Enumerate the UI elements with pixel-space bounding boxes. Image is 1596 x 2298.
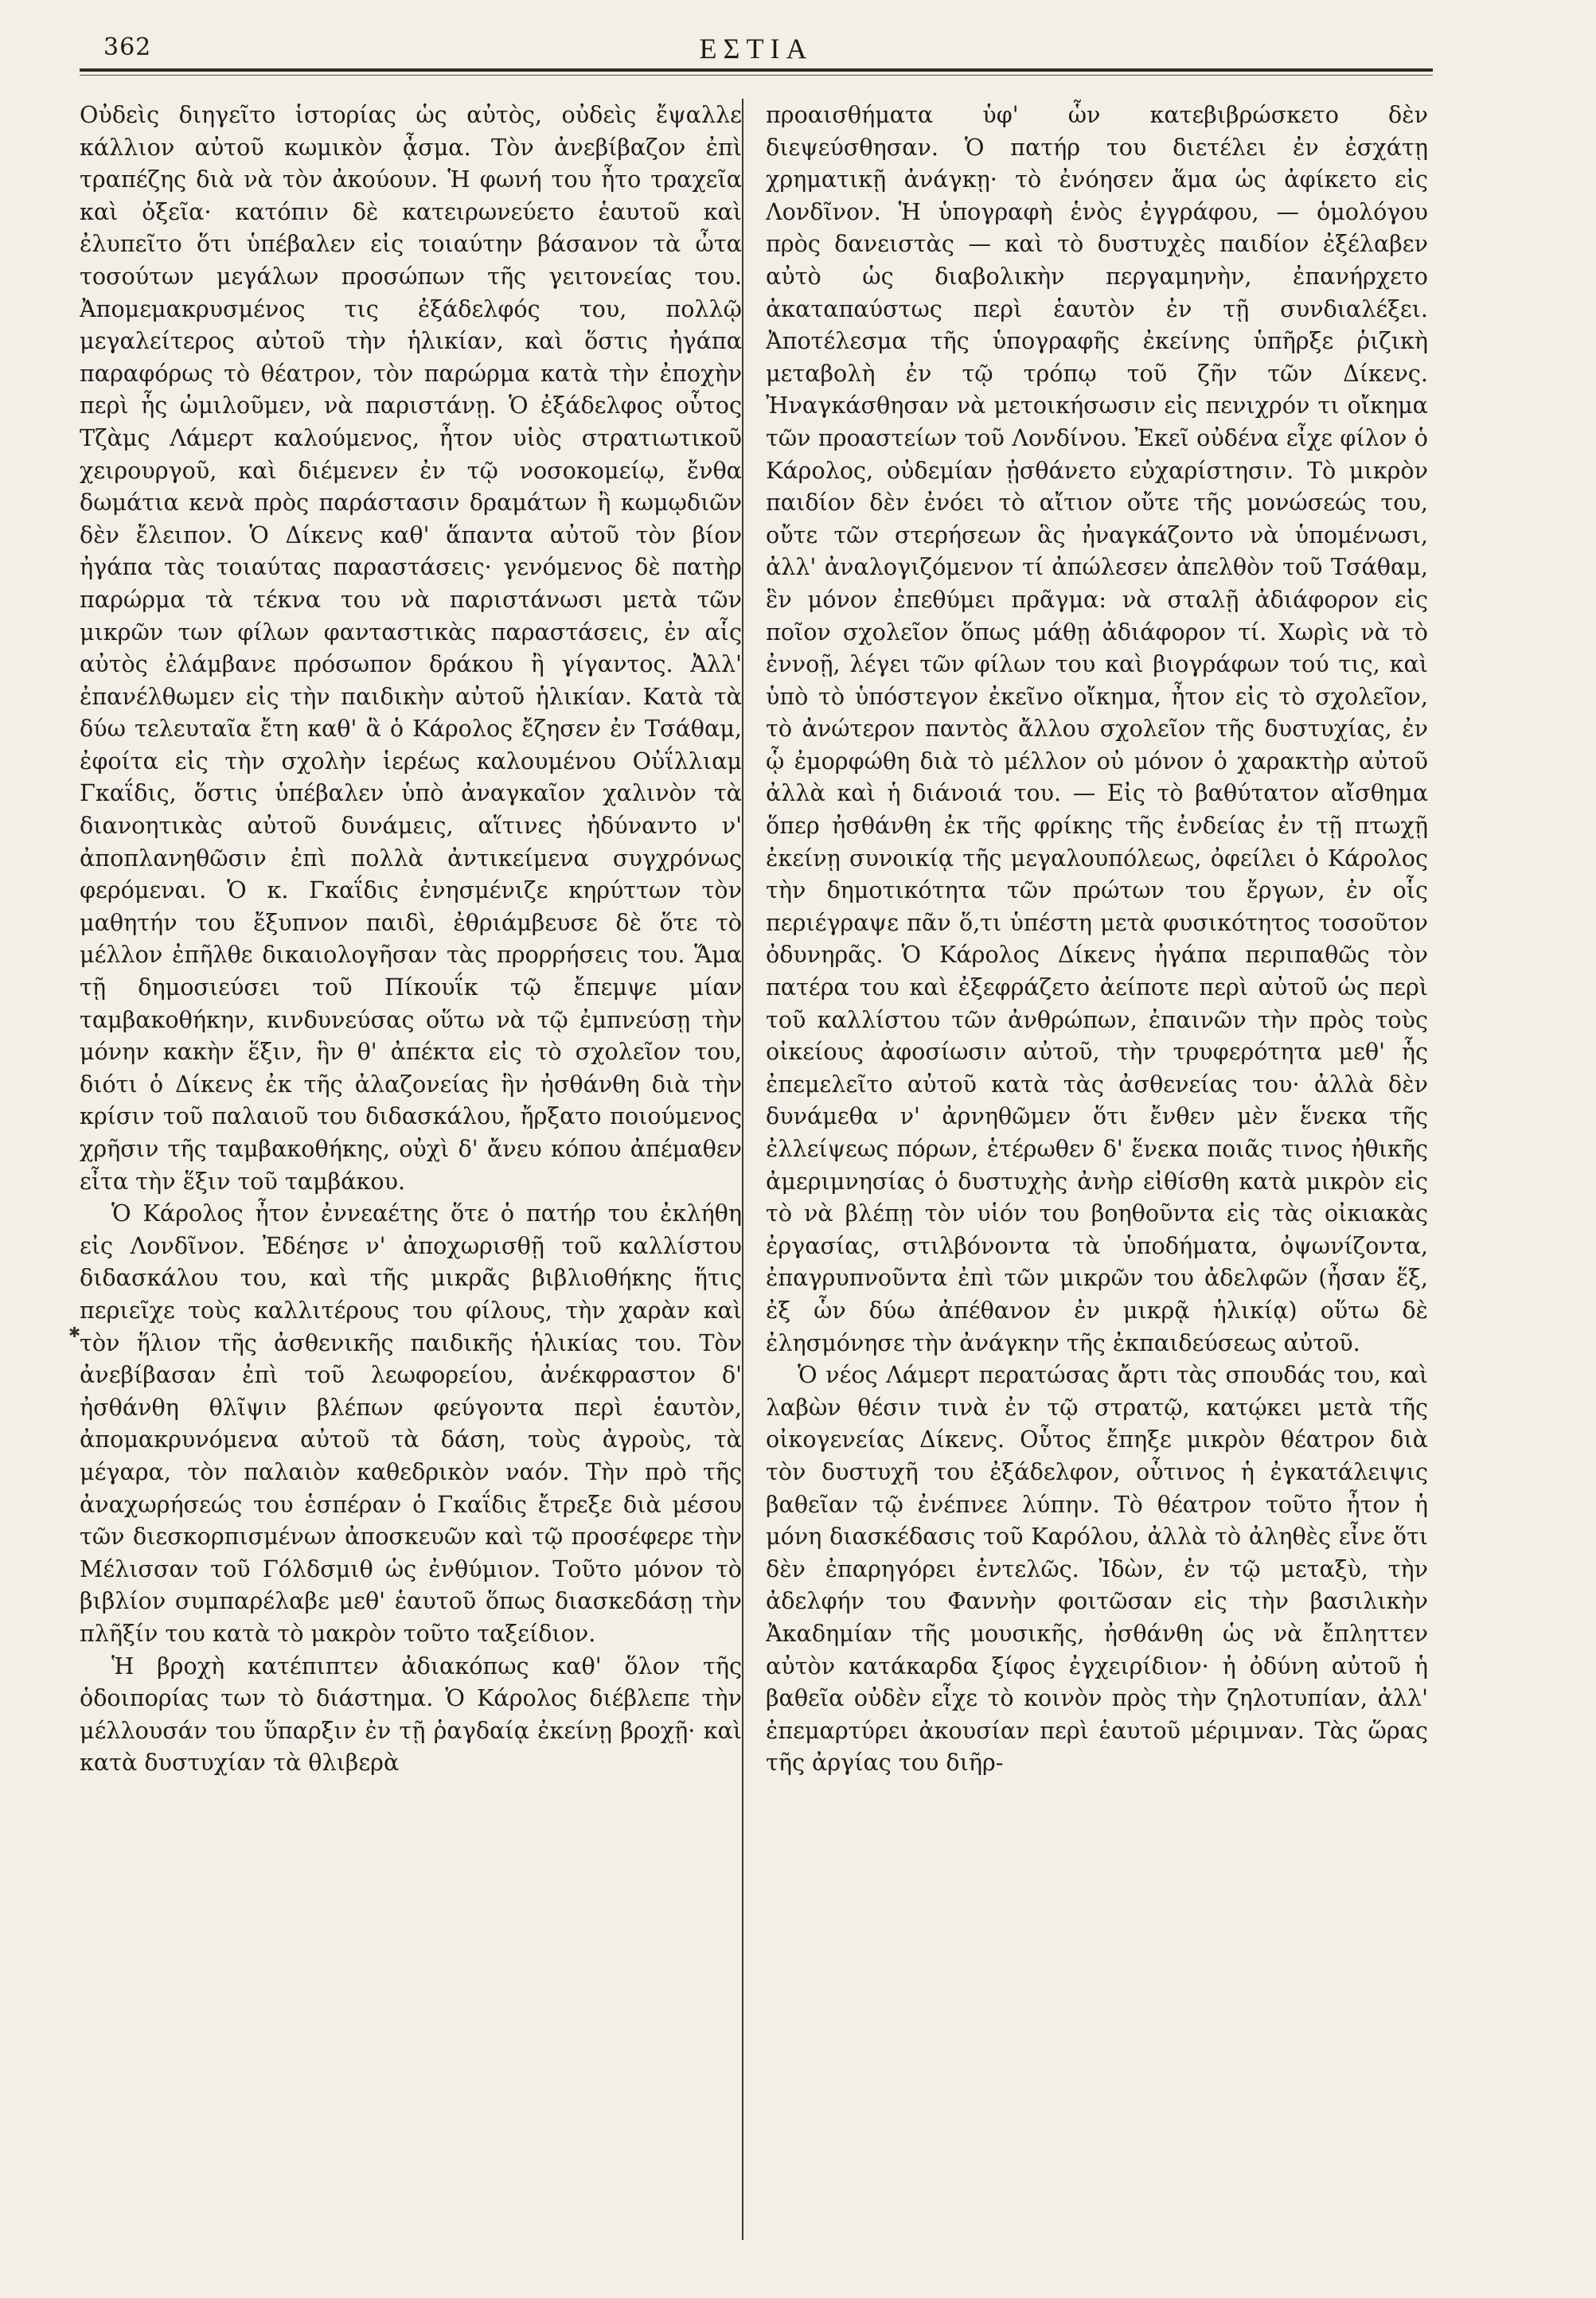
- page-number: 362: [103, 33, 152, 61]
- right-paragraph-2: Ὁ νέος Λάμερτ περατώσας ἄρτι τὰς σπουδάς του, καὶ λαβὼν θέσιν τινὰ ἐν τῷ στρατῷ, κατῴκει μετὰ τῆς οἰκογενείας Δίκενς. Οὗτος ἔπηξε μικρὸν θέατρον διὰ τὸν δυστυχῆ του ἐξάδελφον, οὗτινος ἡ ἐγκατάλειψις βαθεῖαν τῷ ἐνέπνεε λύπην. Τὸ θέατρον τοῦτο ἦτον ἡ μόνη διασκέδασις τοῦ Καρόλου, ἀλλὰ τὸ ἀληθὲς εἶνε ὅτι δὲν ἐπαρηγόρει ἐντελῶς. Ἰδὼν, ἐν τῷ μεταξὺ, τὴν ἀδελφήν του Φαννὴν φοιτῶσαν εἰς τὴν βασιλικὴν Ἀκαδημίαν τῆς μουσικῆς, ἠσθάνθη ὡς νὰ ἔπληττεν αὐτὸν κατάκαρδα ξίφος ἐγχειρίδιον· ἡ ὀδύνη αὐτοῦ ἡ βαθεῖα οὐδὲν εἶχε τὸ κοινὸν πρὸς τὴν ζηλοτυπίαν, ἀλλ' ἐπεμαρτύρει ἀκουσίαν περὶ ἑαυτοῦ μέριμναν. Τὰς ὥρας τῆς ἀργίας του διῆρ-: [766, 1361, 1428, 1777]
- running-title: ΕΣΤΙΑ: [699, 33, 814, 64]
- left-paragraph-3: Ἡ βροχὴ κατέπιπτεν ἀδιακόπως καθ' ὅλον τῆς ὁδοιπορίας των τὸ διάστημα. Ὁ Κάρολος διέβλεπε τὴν μέλλουσάν του ὕπαρξιν ἐν τῇ ῥαγδαίᾳ ἐκείνῃ βροχῇ· καὶ κατὰ δυστυχίαν τὰ θλιβερὰ: [80, 1652, 742, 1777]
- left-column: [80, 99, 742, 2264]
- left-paragraph-1: Οὐδεὶς διηγεῖτο ἱστορίας ὡς αὐτὸς, οὐδεὶς ἔψαλλε κάλλιον αὐτοῦ κωμικὸν ᾆσμα. Τὸν ἀνεβίβαζον ἐπὶ τραπέζης διὰ νὰ τὸν ἀκούουν. Ἡ φωνή του ἦτο τραχεῖα καὶ ὀξεῖα· κατόπιν δὲ κατειρωνεύετο ἑαυτοῦ καὶ ἐλυπεῖτο ὅτι ὑπέβαλεν εἰς τοιαύτην βάσανον τὰ ὦτα τοσούτων μεγάλων προσώπων τῆς γειτονείας του. Ἀπομεμακρυσμένος τις ἐξάδελφός του, πολλῷ μεγαλείτερος αὐτοῦ τὴν ἡλικίαν, καὶ ὅστις ἠγάπα παραφόρως τὸ θέατρον, τὸν παρώρμα κατὰ τὴν ἐποχὴν περὶ ἧς ὡμιλοῦμεν, νὰ παριστάνῃ. Ὁ ἐξάδελφος οὗτος Τζὰμς Λάμερτ καλούμενος, ἦτον υἱὸς στρατιωτικοῦ χειρουργοῦ, καὶ διέμενεν ἐν τῷ νοσοκομείῳ, ἔνθα δωμάτια κενὰ πρὸς παράστασιν δραμάτων ἢ κωμῳδιῶν δὲν ἔλειπον. Ὁ Δίκενς καθ' ἅπαντα αὐτοῦ τὸν βίον ἠγάπα τὰς τοιαύτας παραστάσεις· γενόμενος δὲ πατὴρ παρώρμα τὰ τέκνα του νὰ παριστάνωσι μετὰ τῶν μικρῶν των φίλων φανταστικὰς παραστάσεις, ἐν αἷς αὐτὸς ἐλάμβανε πρόσωπον δράκου ἢ γίγαντος. Ἀλλ' ἐπανέλθωμεν εἰς τὴν παιδικὴν αὐτοῦ ἡλικίαν. Κατὰ τὰ δύω τελευταῖα ἔτη καθ' ἃ ὁ Κάρολος ἔζησεν ἐν Τσάθαμ, ἐφοίτα εἰς τὴν σχολὴν ἱερέως καλουμένου Οὐΐλλιαμ Γκαΐδις, ὅστις ὑπέβαλεν ὑπὸ ἀναγκαῖον χαλινὸν τὰ διανοητικὰς αὐτοῦ δυνάμεις, αἵτινες ἠδύναντο ν' ἀποπλανηθῶσιν ἐπὶ πολλὰ ἀντικείμενα συγχρόνως φερόμεναι. Ὁ κ. Γκαΐδις ἐνησμένιζε κηρύττων τὸν μαθητήν του ἔξυπνον παιδὶ, ἐθριάμβευσε δὲ ὅτε τὸ μέλλον ἐπῆλθε δικαιολογῆσαν τὰς προρρήσεις του. Ἅμα τῇ δημοσιεύσει τοῦ Πίκουΐκ τῷ ἔπεμψε μίαν ταμβακοθήκην, κινδυνεύσας οὕτω νὰ τῷ ἐμπνεύσῃ τὴν μόνην κακὴν ἕξιν, ἣν θ' ἀπέκτα εἰς τὸ σχολεῖον του, διότι ὁ Δίκενς ἐκ τῆς ἀλαζονείας ἣν ἠσθάνθη διὰ τὴν κρίσιν τοῦ παλαιοῦ του διδασκάλου, ἤρξατο ποιούμενος χρῆσιν τῆς ταμβακοθήκης, οὐχὶ δ' ἄνευ κόπου ἀπέμαθεν εἶτα τὴν ἕξιν τοῦ ταμβάκου.: [80, 101, 742, 1195]
- header-rule: [80, 68, 1433, 72]
- margin-mark: ✱: [68, 1325, 81, 1341]
- right-paragraph-1: προαισθήματα ὑφ' ὧν κατεβιβρώσκετο δὲν διεψεύσθησαν. Ὁ πατήρ του διετέλει ἐν ἐσχάτῃ χρηματικῇ ἀνάγκῃ· τὸ ἐνόησεν ἅμα ὡς ἀφίκετο εἰς Λονδῖνον. Ἡ ὑπογραφὴ ἑνὸς ἐγγράφου, — ὁμολόγου πρὸς δανειστὰς — καὶ τὸ δυστυχὲς παιδίον ἐξέλαβεν αὐτὸ ὡς διαβολικὴν περγαμηνὴν, ἐπανήρχετο ἀκαταπαύστως περὶ ἑαυτὸν ἐν τῇ συνδιαλέξει. Ἀποτέλεσμα τῆς ὑπογραφῆς ἐκείνης ὑπῆρξε ῥιζικὴ μεταβολὴ ἐν τῷ τρόπῳ τοῦ ζῆν τῶν Δίκενς. Ἠναγκάσθησαν νὰ μετοικήσωσιν εἰς πενιχρόν τι οἴκημα τῶν προαστείων τοῦ Λονδίνου. Ἐκεῖ οὐδένα εἶχε φίλον ὁ Κάρολος, οὐδεμίαν ᾐσθάνετο εὐχαρίστησιν. Τὸ μικρὸν παιδίον δὲν ἐνόει τὸ αἴτιον οὔτε τῆς μονώσεώς του, οὔτε τῶν στερήσεων ἃς ἠναγκάζοντο νὰ ὑπομένωσι, ἀλλ' ἀναλογιζόμενον τί ἀπώλεσεν ἀπελθὸν τοῦ Τσάθαμ, ἓν μόνον ἐπεθύμει πρᾶγμα: νὰ σταλῇ ἀδιάφορον εἰς ποῖον σχολεῖον ὅπως μάθῃ ἀδιάφορον τί. Χωρὶς νὰ τὸ ἐννοῇ, λέγει τῶν φίλων του καὶ βιογράφων τού τις, καὶ ὑπὸ τὸ ὑπόστεγον ἐκεῖνο οἴκημα, ἦτον εἰς τὸ σχολεῖον, τὸ ἀνώτερον παντὸς ἄλλου σχολεῖον τῆς δυστυχίας, ἐν ᾧ ἐμορφώθη διὰ τὸ μέλλον οὐ μόνον ὁ χαρακτὴρ αὐτοῦ ἀλλὰ καὶ ἡ διάνοιά του. — Εἰς τὸ βαθύτατον αἴσθημα ὅπερ ἠσθάνθη ἐκ τῆς φρίκης τῆς ἐνδείας ἐν τῇ πτωχῇ ἐκείνῃ συνοικίᾳ τῆς μεγαλουπόλεως, ὀφείλει ὁ Κάρολος τὴν δημοτικότητα τῶν πρώτων του ἔργων, ἐν οἷς περιέγραψε πᾶν ὅ,τι ὑπέστη μετὰ φυσικότητος τοσοῦτον ὀδυνηρᾶς. Ὁ Κάρολος Δίκενς ἠγάπα περιπαθῶς τὸν πατέρα του καὶ ἐξεφράζετο ἀείποτε περὶ αὐτοῦ ὡς περὶ τοῦ καλλίστου τῶν ἀνθρώπων, ἐπαινῶν τὴν πρὸς τοὺς οἰκείους ἀφοσίωσιν αὐτοῦ, τὴν τρυφερότητα μεθ' ἧς ἐπεμελεῖτο αὐτοῦ κατὰ τὰς ἀσθενείας του· ἀλλὰ δὲν δυνάμεθα ν' ἀρνηθῶμεν ὅτι ἔνθεν μὲν ἕνεκα τῆς ἐλλείψεως πόρων, ἑτέρωθεν δ' ἕνεκα ποιᾶς τινος ἠθικῆς ἀμεριμνησίας ὁ δυστυχὴς ἀνὴρ εἰθίσθη κατὰ μικρὸν εἰς τὸ νὰ βλέπῃ τὸν υἱόν του βοηθοῦντα εἰς τὰς οἰκιακὰς ἐργασίας, στιλβόνοντα τὰ ὑποδήματα, ὀψωνίζοντα, ἐπαγρυπνοῦντα ἐπὶ τῶν μικρῶν του ἀδελφῶν (ἦσαν ἕξ, ἐξ ὧν δύω ἀπέθανον ἐν μικρᾷ ἡλικίᾳ) οὕτω δὲ ἐλησμόνησε τὴν ἀνάγκην τῆς ἐκπαιδεύσεως αὐτοῦ.: [766, 101, 1428, 1356]
- column-divider: [742, 99, 743, 2240]
- header-rule-thin: [80, 75, 1433, 76]
- left-paragraph-2: Ὁ Κάρολος ἦτον ἐννεαέτης ὅτε ὁ πατήρ του ἐκλήθη εἰς Λονδῖνον. Ἐδέησε ν' ἀποχωρισθῇ τοῦ καλλίστου διδασκάλου του, καὶ τῆς μικρᾶς βιβλιοθήκης ἥτις περιεῖχε τοὺς καλλιτέρους του φίλους, τὴν χαρὰν καὶ τὸν ἥλιον τῆς ἀσθενικῆς παιδικῆς ἡλικίας του. Τὸν ἀνεβίβασαν ἐπὶ τοῦ λεωφορείου, ἀνέκφραστον δ' ἠσθάνθη θλῖψιν βλέπων φεύγοντα περὶ ἑαυτὸν, ἀπομακρυνόμενα αὐτοῦ τὰ δάση, τοὺς ἀγροὺς, τὰ μέγαρα, τὸν παλαιὸν καθεδρικὸν ναόν. Τὴν πρὸ τῆς ἀναχωρήσεώς του ἑσπέραν ὁ Γκαΐδις ἔτρεξε διὰ μέσου τῶν διεσκορπισμένων ἀποσκευῶν καὶ τῷ προσέφερε τὴν Μέλισσαν τοῦ Γόλδσμιθ ὡς ἐνθύμιον. Τοῦτο μόνον τὸ βιβλίον συμπαρέλαβε μεθ' ἑαυτοῦ ὅπως διασκεδάσῃ τὴν πλῆξίν του κατὰ τὸ μακρὸν τοῦτο ταξείδιον.: [80, 1200, 742, 1647]
- right-column: [766, 99, 1428, 2264]
- running-header: [80, 24, 1433, 72]
